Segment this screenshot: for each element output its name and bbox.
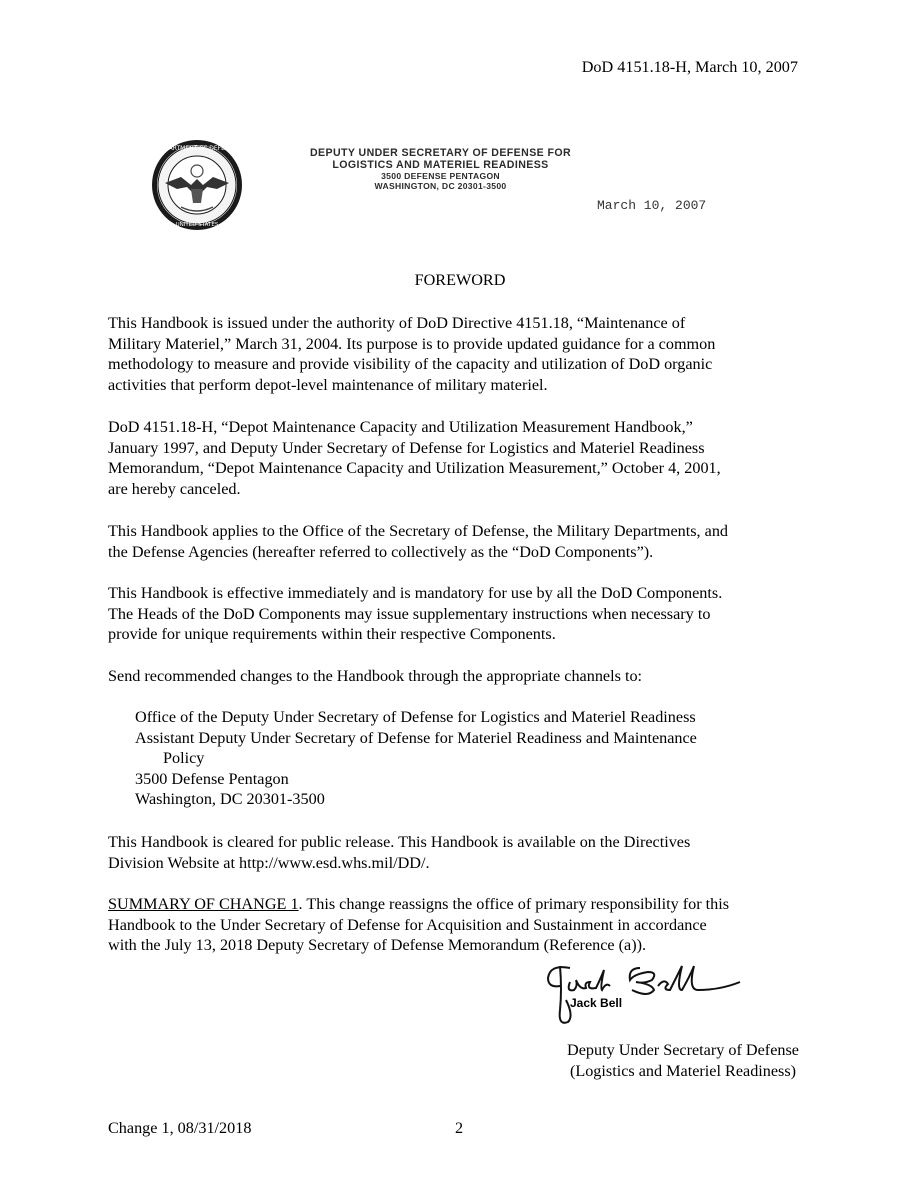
text-line: methodology to measure and provide visibility of the capacity and utilization of DoD organic [108,355,713,374]
svg-text:UNITED STATES: UNITED STATES [175,222,219,228]
text-line: January 1997, and Deputy Under Secretary of Defense for Logistics and Materiel Readiness [108,438,705,457]
paragraph-applicability [108,521,820,562]
address-line: Office of the Deputy Under Secretary of Defense for Logistics and Materiel Readiness [135,708,696,726]
letterhead-line1: DEPUTY UNDER SECRETARY OF DEFENSE FOR [310,147,572,159]
paragraph-canceled [108,417,820,499]
text-line: The Heads of the DoD Components may issue supplementary instructions when necessary to [108,604,711,623]
text-line: DoD 4151.18-H, “Depot Maintenance Capacity and Utilization Measurement Handbook,” [108,418,693,436]
text-line: with the July 13, 2018 Deputy Secretary of Defense Memorandum (Reference (a)). [108,936,647,955]
text-line: Military Materiel,” March 31, 2004. Its purpose is to provide updated guidance for a common [108,334,716,353]
address-line: Assistant Deputy Under Secretary of Defense for Materiel Readiness and Maintenance [135,728,697,747]
paragraph-send-changes [108,666,820,687]
signer-title-line: (Logistics and Materiel Readiness) [569,1061,797,1080]
summary-lead: . This change reassigns the office of primary responsibility for this [298,895,730,913]
summary-label: SUMMARY OF CHANGE 1 [108,895,299,913]
text-line: Handbook to the Under Secretary of Defense for Acquisition and Sustainment in accordance [108,915,707,934]
footer-change-note: Change 1, 08/31/2018 [108,1119,252,1137]
signer-printed-name: Jack Bell [570,996,623,1010]
paragraph-summary-of-change [108,894,820,956]
letterhead-line4: WASHINGTON, DC 20301-3500 [374,181,507,191]
address-line: Policy [163,749,205,768]
signer-title [553,1040,813,1081]
page-title: FOREWORD [414,271,506,289]
letterhead-date: March 10, 2007 [597,198,707,213]
text-line: Memorandum, “Depot Maintenance Capacity and Utilization Measurement,” October 4, 2001, [108,459,721,478]
signer-title-line: Deputy Under Secretary of Defense [567,1041,799,1059]
address-block [135,707,825,810]
text-line: the Defense Agencies (hereafter referred to collectively as the “DoD Components”). [108,542,654,561]
page-number: 2 [455,1119,464,1137]
document-reference: DoD 4151.18-H, March 10, 2007 [581,58,798,76]
signature-image [540,960,755,1030]
text-line: This Handbook is issued under the authority of DoD Directive 4151.18, “Maintenance of [108,314,686,332]
paragraph-effective [108,583,820,645]
text-line: This Handbook is cleared for public release. This Handbook is available on the Directives [108,833,691,851]
text-line: provide for unique requirements within their respective Components. [108,625,556,644]
text-line: are hereby canceled. [108,479,241,498]
letterhead-line3: 3500 DEFENSE PENTAGON [381,171,500,181]
dod-seal-icon [151,139,243,231]
text-line: Send recommended changes to the Handbook through the appropriate channels to: [108,667,643,685]
svg-text:DEPARTMENT OF DEFENSE: DEPARTMENT OF DEFENSE [157,145,237,152]
paragraph-public-release [108,832,820,873]
letterhead [310,147,571,191]
text-line: This Handbook applies to the Office of the Secretary of Defense, the Military Departments, and [108,522,729,540]
address-line: 3500 Defense Pentagon [135,769,289,788]
text-line: Division Website at http://www.esd.whs.mil/DD/. [108,853,430,872]
letterhead-line2: LOGISTICS AND MATERIEL READINESS [332,159,549,171]
address-line: Washington, DC 20301-3500 [135,790,325,809]
text-line [108,894,820,915]
text-line: activities that perform depot-level maintenance of military materiel. [108,375,548,394]
text-line: This Handbook is effective immediately and is mandatory for use by all the DoD Components. [108,584,723,602]
paragraph-authority [108,313,820,395]
